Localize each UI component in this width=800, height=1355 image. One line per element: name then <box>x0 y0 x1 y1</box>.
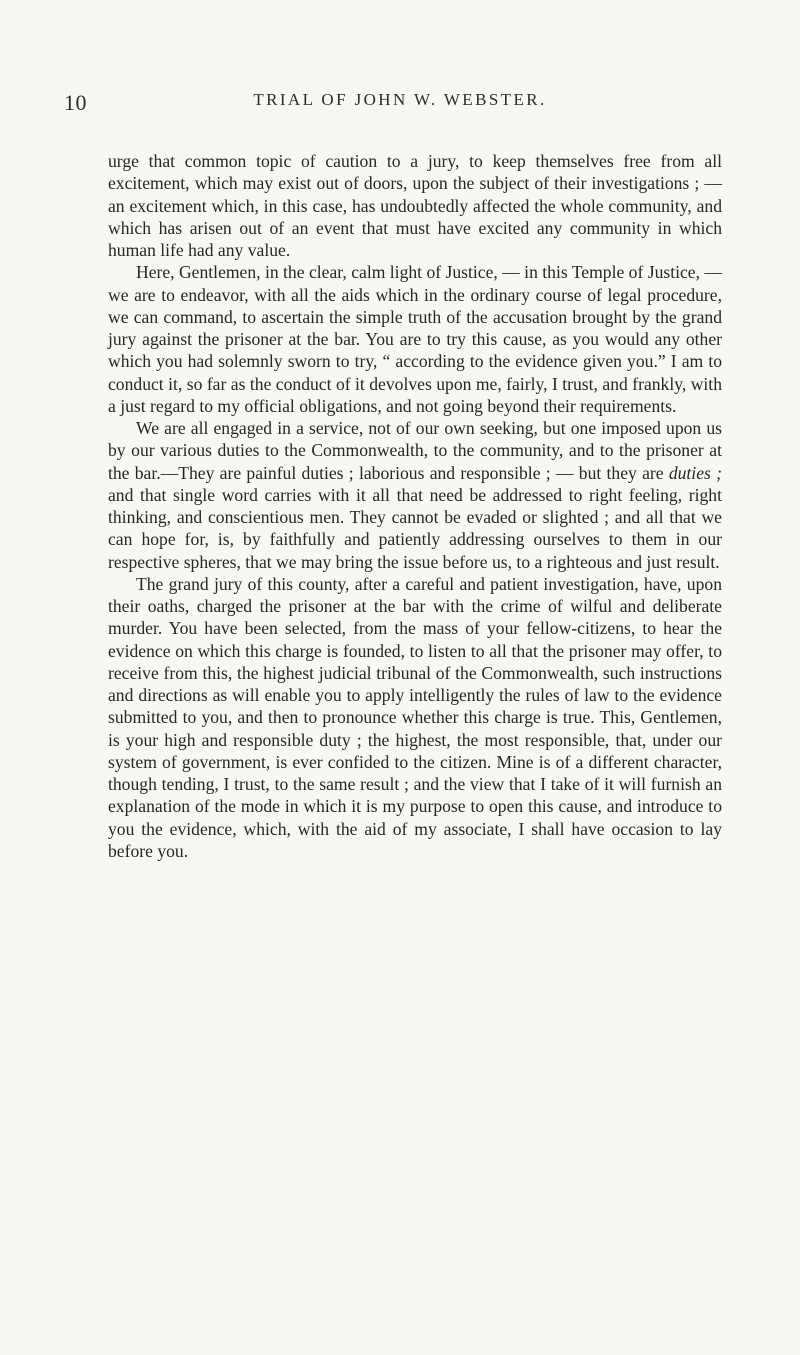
duties-emphasis: duties ; <box>668 462 722 483</box>
page-number: 10 <box>64 90 87 115</box>
duties-text-before: We are all engaged in a service, not of our own seeking, but one imposed upon us by our various duties to the Commonwealth, to the community, and to the prisoner at the bar.—They are painful duties ; laborious and responsible ; — but they are <box>108 418 722 483</box>
paragraph-continuation: urge that common topic of caution to a jury, to keep themselves free from all excitement, which may exist out of doors, upon the subject of their investigations ; — an excitement which, in this case, has undoubtedly affected the whole community, and which has arisen out of an event that must have excited any community in which human life had any value. <box>108 151 722 260</box>
body-text <box>108 150 722 862</box>
paragraph-temple-of-justice: Here, Gentlemen, in the clear, calm light of Justice, — in this Temple of Justice, — we are to endeavor, with all the aids which in the ordinary course of legal procedure, we can command, to ascertain the simple truth of the accusation brought by the grand jury against the prisoner at the bar. You are to try this cause, as you would any other which you had solemnly sworn to try, “ according to the evidence given you.” I am to conduct it, so far as the conduct of it devolves upon me, fairly, I trust, and frankly, with a just regard to my official obligations, and not going beyond their requirements. <box>108 262 722 416</box>
paragraph-duties <box>108 417 722 573</box>
page-header <box>64 90 736 120</box>
duties-text-after: and that single word carries with it all that need be addressed to right feeling, right thinking, and conscientious men. They cannot be evaded or slighted ; and all that we can hope for, is, by faithfully and patiently addressing ourselves to them in our respective spheres, that we may bring the issue before us, to a righteous and just result. <box>108 484 722 572</box>
running-title: TRIAL OF JOHN W. WEBSTER. <box>253 90 547 109</box>
paragraph-grand-jury: The grand jury of this county, after a careful and patient investigation, have, upon their oaths, charged the prisoner at the bar with the crime of wilful and deliberate murder. You have been selected, from the mass of your fellow-citizens, to hear the evidence on which this charge is founded, to listen to all that the prisoner may offer, to receive from this, the highest judicial tribunal of the Commonwealth, such instructions and directions as will enable you to apply intelligently the rules of law to the evidence submitted to you, and then to pronounce whether this charge is true. This, Gentlemen, is your high and responsible duty ; the highest, the most responsible, that, under our system of government, is ever confided to the citizen. Mine is of a different character, though tending, I trust, to the same result ; and the view that I take of it will furnish an explanation of the mode in which it is my purpose to open this cause, and introduce to you the evidence, which, with the aid of my associate, I shall have occasion to lay before you. <box>108 573 722 861</box>
